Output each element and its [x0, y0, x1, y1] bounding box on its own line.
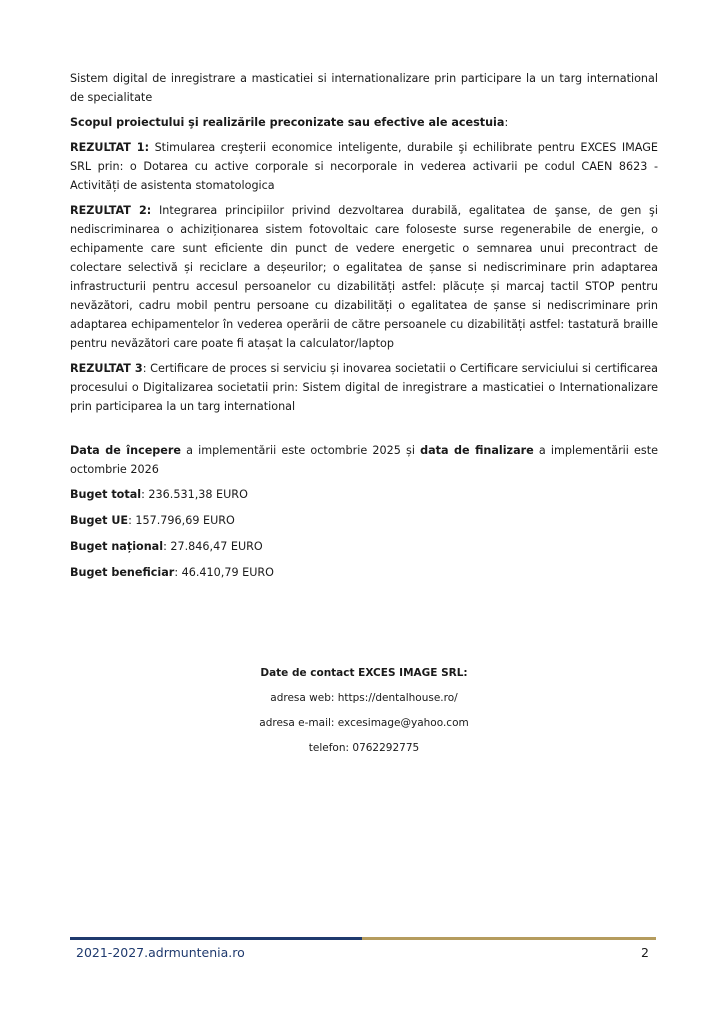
budget-total-label: Buget total: [70, 488, 142, 501]
rezultat-2-paragraph: [70, 201, 658, 353]
dates-middle-text: a implementării este octombrie 2025 și: [181, 444, 421, 457]
rezultat-1-paragraph: [70, 138, 658, 195]
budget-national: [70, 537, 658, 556]
rezultat-2-label: REZULTAT 2:: [70, 204, 152, 217]
scope-colon: :: [504, 116, 509, 129]
rezultat-3-paragraph: [70, 359, 658, 416]
end-date-label: data de finalizare: [420, 444, 534, 457]
budget-beneficiar-value: : 46.410,79 EURO: [174, 566, 274, 579]
budget-national-value: : 27.846,47 EURO: [163, 540, 263, 553]
budget-ue: [70, 511, 658, 530]
budget-total-value: : 236.531,38 EURO: [141, 488, 248, 501]
contact-title: Date de contact EXCES IMAGE SRL:: [260, 667, 468, 679]
budget-total: [70, 485, 658, 504]
rezultat-2-text: Integrarea principiilor privind dezvoltarea durabilă, egalitatea de şanse, de gen şi nediscriminarea o achiziționarea sistem fotovoltaic care foloseste surse regenerabile de energie, o echipamente care sunt eficiente din punct de vedere energetic o semnarea unui precontract de colectare selectivă și reciclare a deșeurilor; o egalitatea de șanse si nediscriminare prin adaptarea infrastructurii pentru accesul persoanelor cu dizabilități astfel: plăcuțe și marcaj tactil STOP pentru nevăzători, cadru mobil pentru persoane cu dizabilități o egalitatea de șanse si nediscriminare prin adaptarea echipamentelor în vederea operării de către persoanele cu dizabilități astfel: tastatură braille pentru nevăzători care poate fi atașat la calculator/laptop: [70, 204, 658, 350]
dates-paragraph: [70, 441, 658, 479]
contact-block: [70, 667, 658, 767]
spacer: [70, 422, 658, 441]
footer-url: 2021-2027.adrmuntenia.ro: [76, 945, 245, 960]
start-date-label: Data de începere: [70, 444, 182, 457]
main-content: [70, 69, 658, 589]
rezultat-1-text: Stimularea creşterii economice inteligente, durabile şi echilibrate pentru EXCES IMAGE SRL prin: o Dotarea cu active corporale si necorporale in vederea activarii pe codul CAEN 8623 - Activități de asistenta stomatologica: [70, 141, 658, 192]
contact-web: adresa web: https://dentalhouse.ro/: [270, 692, 458, 704]
budget-beneficiar-label: Buget beneficiar: [70, 566, 175, 579]
footer-line-gold: [362, 937, 656, 940]
budget-national-label: Buget național: [70, 540, 164, 553]
intro-paragraph: Sistem digital de inregistrare a masticatiei si internationalizare prin participare la un targ international de specialitate: [70, 72, 658, 104]
rezultat-3-label: REZULTAT 3: [70, 362, 143, 375]
footer-line-blue: [70, 937, 362, 940]
rezultat-3-text: : Certificare de proces si serviciu și inovarea societatii o Certificare serviciului si certificarea procesului o Digitalizarea societatii prin: Sistem digital de inregistrare a masticatiei o Internationalizare prin participarea la un targ international: [70, 362, 658, 413]
rezultat-1-label: REZULTAT 1:: [70, 141, 150, 154]
contact-email: adresa e-mail: excesimage@yahoo.com: [259, 717, 469, 729]
budget-ue-label: Buget UE: [70, 514, 129, 527]
budget-beneficiar: [70, 563, 658, 582]
contact-phone: telefon: 0762292775: [308, 742, 420, 754]
end-date-text: a implementării este octombrie 2026: [70, 444, 659, 476]
budget-ue-value: : 157.796,69 EURO: [128, 514, 235, 527]
scope-heading: Scopul proiectului şi realizările preconizate sau efective ale acestuia: [70, 116, 505, 129]
page-number: 2: [641, 945, 649, 960]
budget-list: [70, 485, 658, 582]
scope-heading-paragraph: [70, 113, 658, 132]
